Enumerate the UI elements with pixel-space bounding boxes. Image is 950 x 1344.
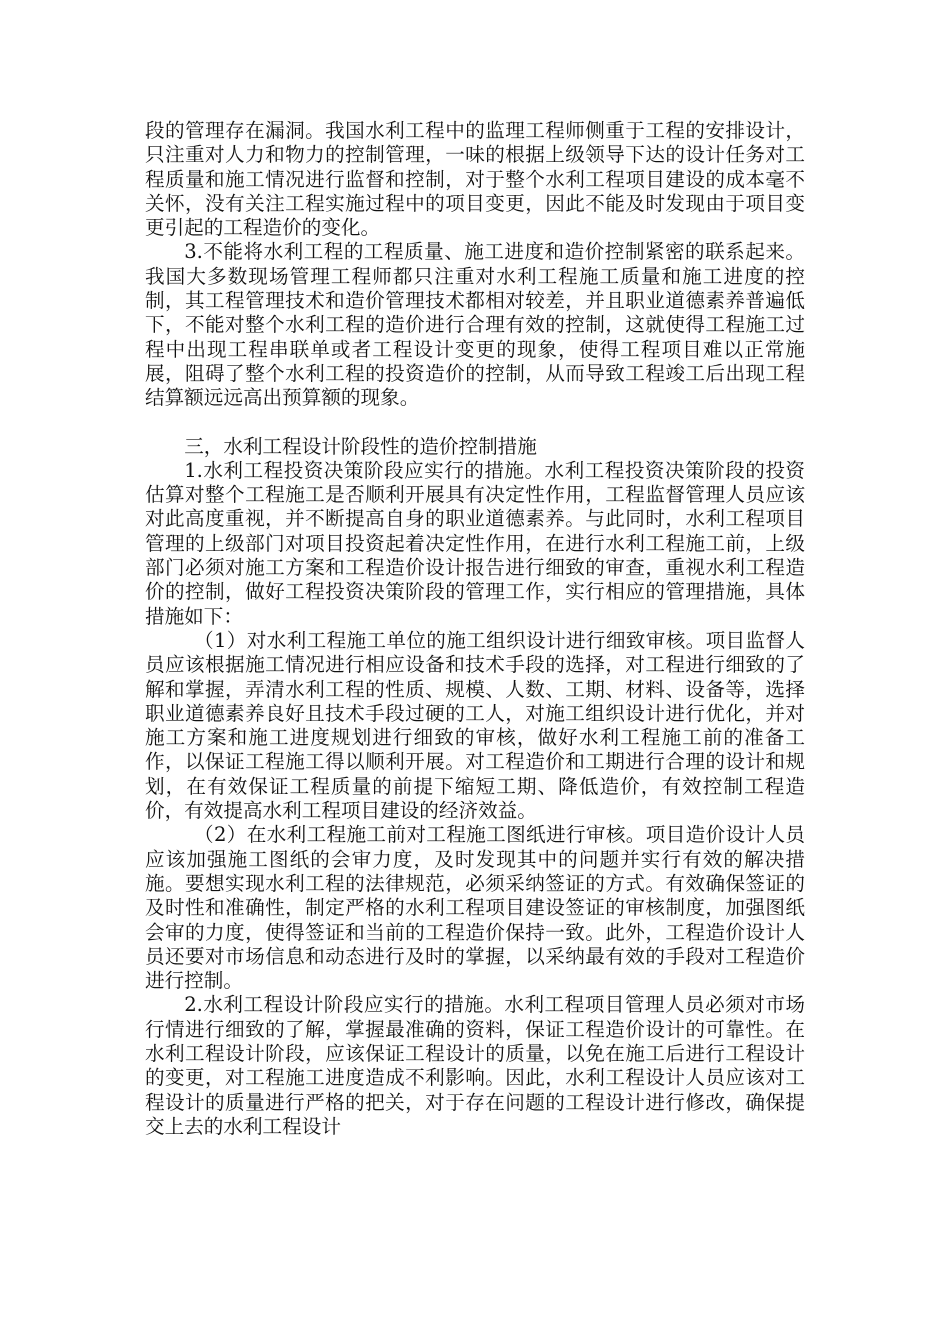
paragraph-point-2: 2.水利工程设计阶段应实行的措施。水利工程项目管理人员必须对市场行情进行细致的了解，掌握最准确的资料，保证工程造价设计的可靠性。在水利工程设计阶段，应该保证工程设计的质量，以免在施工后进行工程设计的变更，对工程施工进度造成不利影响。因此，水利工程设计人员应该对工程设计的质量进行严格的把关，对于存在问题的工程设计进行修改，确保提交上去的水利工程设计 bbox=[145, 993, 805, 1138]
paragraph-sub-1: （1）对水利工程施工单位的施工组织设计进行细致审核。项目监督人员应该根据施工情况进行相应设备和技术手段的选择，对工程进行细致的了解和掌握，弄清水利工程的性质、规模、人数、工期、材料、设备等，选择职业道德素养良好且技术手段过硬的工人，对施工组织设计进行优化，并对施工方案和施工进度规划进行细致的审核，做好水利工程施工前的准备工作，以保证工程施工得以顺利开展。对工程造价和工期进行合理的设计和规划，在有效保证工程质量的前提下缩短工期、降低造价，有效控制工程造价，有效提高水利工程项目建设的经济效益。 bbox=[145, 628, 805, 823]
paragraph-continuation: 段的管理存在漏洞。我国水利工程中的监理工程师侧重于工程的安排设计，只注重对人力和物力的控制管理，一味的根据上级领导下达的设计任务对工程质量和施工情况进行监督和控制，对于整个水利工程项目建设的成本毫不关怀，没有关注工程实施过程中的项目变更，因此不能及时发现由于项目变更引起的工程造价的变化。 bbox=[145, 119, 805, 240]
paragraph-point-1: 1.水利工程投资决策阶段应实行的措施。水利工程投资决策阶段的投资估算对整个工程施工是否顺利开展具有决定性作用，工程监督管理人员应该对此高度重视，并不断提高自身的职业道德素养。与此同时，水利工程项目管理的上级部门对项目投资起着决定性作用，在进行水利工程施工前，上级部门必须对施工方案和工程造价设计报告进行细致的审查，重视水利工程造价的控制，做好工程投资决策阶段的管理工作，实行相应的管理措施，具体措施如下： bbox=[145, 458, 805, 628]
paragraph-sub-2: （2）在水利工程施工前对工程施工图纸进行审核。项目造价设计人员应该加强施工图纸的会审力度，及时发现其中的问题并实行有效的解决措施。要想实现水利工程的法律规范，必须采纳签证的方式。有效确保签证的及时性和准确性，制定严格的水利工程项目建设签证的审核制度，加强图纸会审的力度，使得签证和当前的工程造价保持一致。此外，工程造价设计人员还要对市场信息和动态进行及时的掌握，以采纳最有效的手段对工程造价进行控制。 bbox=[145, 823, 805, 993]
section-heading-3: 三，水利工程设计阶段性的造价控制措施 bbox=[184, 434, 537, 458]
paragraph-point-3: 3.不能将水利工程的工程质量、施工进度和造价控制紧密的联系起来。我国大多数现场管理工程师都只注重对水利工程施工质量和施工进度的控制，其工程管理技术和造价管理技术都相对较差，并且职业道德素养普遍低下，不能对整个水利工程的造价进行合理有效的控制，这就使得工程施工过程中出现工程串联单或者工程设计变更的现象，使得工程项目难以正常施展，阻碍了整个水利工程的投资造价的控制，从而导致工程竣工后出现工程结算额远远高出预算额的现象。 bbox=[145, 240, 805, 410]
document-body bbox=[145, 119, 805, 1139]
